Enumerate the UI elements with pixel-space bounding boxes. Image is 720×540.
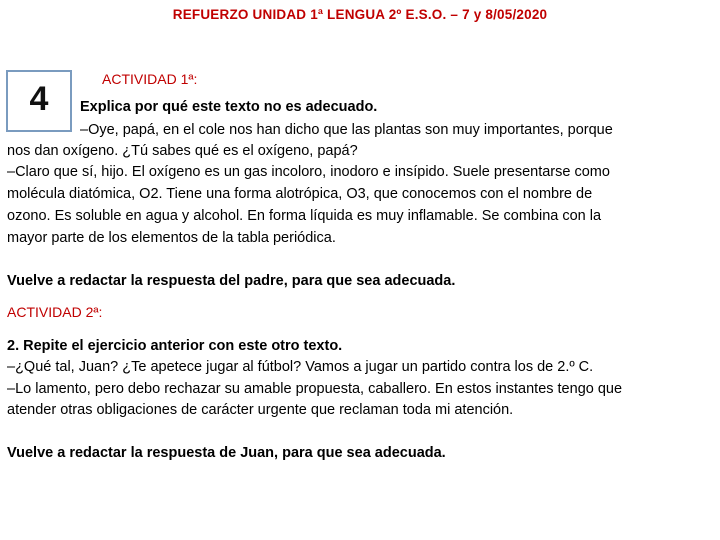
activity-1-label: ACTIVIDAD 1ª: — [102, 71, 198, 87]
activity-2-heading: 2. Repite el ejercicio anterior con este otro texto. — [7, 338, 343, 354]
dialogue-line: –Lo lamento, pero debo rechazar su amable propuesta, caballero. En estos instantes tengo que — [7, 381, 623, 397]
activity-1-instruction: Explica por qué este texto no es adecuado. — [80, 99, 378, 115]
dialogue-line: –Oye, papá, en el cole nos han dicho que las plantas son muy importantes, porque — [80, 122, 613, 138]
dialogue-line: molécula diatómica, O2. Tiene una forma alotrópica, O3, que conocemos con el nombre de — [7, 186, 593, 202]
page-title: REFUERZO UNIDAD 1ª LENGUA 2º E.S.O. – 7 y 8/05/2020 — [172, 7, 548, 22]
dialogue-line: –¿Qué tal, Juan? ¿Te apetece jugar al fútbol? Vamos a jugar un partido contra los de 2.º C. — [7, 359, 594, 375]
activity-2-task: Vuelve a redactar la respuesta de Juan, para que sea adecuada. — [7, 445, 446, 461]
dialogue-line: ozono. Es soluble en agua y alcohol. En forma líquida es muy inflamable. Se combina con la — [7, 208, 602, 224]
dialogue-line: –Claro que sí, hijo. El oxígeno es un gas incoloro, inodoro e insípido. Suele presentarse como — [7, 164, 610, 180]
dialogue-line: nos dan oxígeno. ¿Tú sabes qué es el oxígeno, papá? — [7, 143, 358, 159]
dialogue-line: atender otras obligaciones de carácter urgente que reclaman toda mi atención. — [7, 402, 514, 418]
activity-2-label: ACTIVIDAD 2ª: — [7, 304, 103, 320]
number-badge — [6, 70, 72, 132]
badge-number: 4 — [29, 80, 49, 118]
dialogue-line: mayor parte de los elementos de la tabla periódica. — [7, 230, 336, 246]
activity-1-task: Vuelve a redactar la respuesta del padre, para que sea adecuada. — [7, 273, 456, 289]
